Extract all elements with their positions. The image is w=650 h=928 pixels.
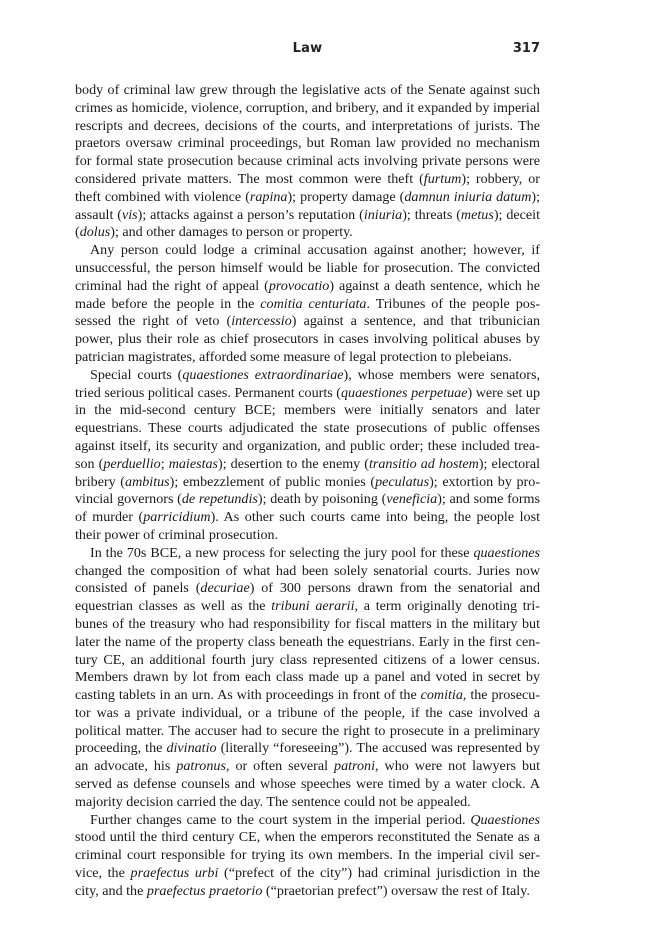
italic-term: praefectus praetorio xyxy=(146,882,263,899)
italic-term: intercessio xyxy=(231,313,292,330)
text-run: ); extortion by provincial governors ( xyxy=(75,473,541,508)
italic-term: patronus xyxy=(176,758,226,775)
italic-term: quaestiones xyxy=(473,544,540,561)
italic-term: veneficia xyxy=(386,491,438,508)
italic-term: quaestiones extraordinariae xyxy=(182,366,344,383)
italic-term: divinatio xyxy=(166,740,217,757)
paragraph xyxy=(75,812,540,901)
italic-term: comitia centuriata xyxy=(260,295,367,312)
text-run: ) of 300 persons drawn from the senatorial and equestrian classes as well as the xyxy=(75,580,540,615)
text-run: (“praetorian prefect”) oversaw the rest of Italy. xyxy=(262,882,530,899)
text-run: body of criminal law grew through the legislative acts of the Senate against such crimes as homicide, violence, corruption, and bribery, and it expanded by imperial rescripts and decrees, decisions of the courts, and interpretations of jurists. The praetors oversaw criminal proceedings, but Roman law provided no mechanism for formal state prosecution because criminal acts involving private persons were considered private matters. The most common were theft ( xyxy=(75,82,540,187)
text-run: , the prosecutor was a private individual, or a tribune of the people, if the case involved a political matter. The accuser had to secure the right to prosecute in a preliminary proceeding, the xyxy=(75,687,540,757)
italic-term: de repetundis xyxy=(181,491,258,508)
text-run: , who were not lawyers but served as defense counsels and whose speeches were timed by a water clock. A majority decision carried the day. The sentence could not be appealed. xyxy=(75,758,540,810)
italic-term: tribuni aerarii xyxy=(271,598,355,615)
text-run: (literally “foreseeing”). The accused was represented by an advocate, his xyxy=(75,740,540,775)
text-run: changed the composition of what had been solely senatorial courts. Juries now consisted of panels ( xyxy=(75,562,540,597)
italic-term: peculatus xyxy=(375,473,430,490)
text-run: ); and other damages to person or property. xyxy=(110,224,353,241)
italic-term: iniuria xyxy=(363,206,403,223)
text-run: , a term originally denoting tribunes of the treasury who had responsibility for fiscal matters in the military but later the name of the property class beneath the equestrians. Early in the first century CE, an additional fourth jury class represented citizens of a lower census. Members drawn by lot from each class made up a panel and voted in secret by casting tablets in an urn. As with proceedings in front of the xyxy=(75,598,540,704)
page-header xyxy=(75,41,540,61)
text-run: ); robbery, or theft combined with violence ( xyxy=(75,170,540,205)
italic-term: furtum xyxy=(423,170,462,187)
italic-term: rapina xyxy=(249,188,288,205)
paragraph xyxy=(75,545,540,812)
italic-term: parricidium xyxy=(143,509,211,526)
italic-term: dolus xyxy=(79,224,111,241)
italic-term: vis xyxy=(121,206,138,223)
text-run: In the 70s BCE, a new process for selecting the jury pool for these xyxy=(90,544,474,561)
text-run: ); embezzlement of public monies ( xyxy=(169,473,376,490)
text-run: ); and some forms of murder ( xyxy=(75,491,540,526)
text-run: ), whose members were senators, tried serious political cases. Permanent courts ( xyxy=(75,366,541,401)
italic-term: metus xyxy=(460,206,494,223)
text-run: Any person could lodge a criminal accusation against another; however, if unsuccessful, the person himself would be liable for prosecution. The convicted criminal had the right of appeal ( xyxy=(75,242,540,294)
text-run: ); assault ( xyxy=(75,188,540,223)
text-run: Special courts ( xyxy=(90,366,183,383)
text-run: ); attacks against a person’s reputation ( xyxy=(137,206,364,223)
italic-term: damnun iniuria datum xyxy=(404,188,532,205)
italic-term: Quaestiones xyxy=(470,811,540,828)
text-run: ); death by poisoning ( xyxy=(257,491,387,508)
paragraph xyxy=(75,367,540,545)
body-text xyxy=(75,82,540,901)
paragraph xyxy=(75,82,540,242)
italic-term: praefectus urbi xyxy=(130,865,219,882)
text-run: ); property damage ( xyxy=(287,188,405,205)
paragraph xyxy=(75,242,540,367)
text-run: ); desertion to the enemy ( xyxy=(218,455,369,472)
italic-term: perduellio xyxy=(103,455,161,472)
italic-term: decuriae xyxy=(200,580,250,597)
italic-term: ambitus xyxy=(125,473,170,490)
text-run: Further changes came to the court system in the imperial period. xyxy=(90,811,471,828)
text-run: stood until the third century CE, when the emperors reconstituted the Senate as a criminal court responsible for trying its own members. In the imperial civil service, the xyxy=(75,829,540,882)
running-head: Law xyxy=(292,41,323,56)
text-run: ) against a death sentence, which he made before the people in the xyxy=(75,277,540,312)
text-run: ); electoral bribery ( xyxy=(75,455,540,490)
text-run: ); threats ( xyxy=(402,206,461,223)
text-run: ); deceit ( xyxy=(75,206,540,241)
text-run: ). As other such courts came into being, the people lost their power of criminal prosecution. xyxy=(75,509,540,543)
text-run: (“prefect of the city”) had criminal jurisdiction in the city, and the xyxy=(75,865,540,899)
italic-term: provocatio xyxy=(268,277,330,294)
italic-term: transitio ad hostem xyxy=(368,455,479,472)
italic-term: maiestas xyxy=(168,455,219,472)
text-run: , or often several xyxy=(225,758,335,775)
italic-term: comitia xyxy=(420,687,463,704)
text-run: . Tribunes of the people possessed the right of veto ( xyxy=(75,295,541,330)
italic-term: quaestiones perpetuae xyxy=(341,384,468,401)
text-run: ) against a sentence, and that tribunician power, plus their role as chief prosecutors in cases involving political abuses by patrician magistrates, afforded some measure of legal protection to plebeians. xyxy=(75,313,541,365)
text-run: ) were set up in the mid-second century BCE; members were initially senators and later equestrians. These courts adjudicated the state prosecutions of public offenses against itself, its security and organization, and public order; these included treason ( xyxy=(75,384,540,472)
text-run: ; xyxy=(160,455,169,472)
page-number: 317 xyxy=(512,41,540,56)
italic-term: patroni xyxy=(334,758,376,775)
